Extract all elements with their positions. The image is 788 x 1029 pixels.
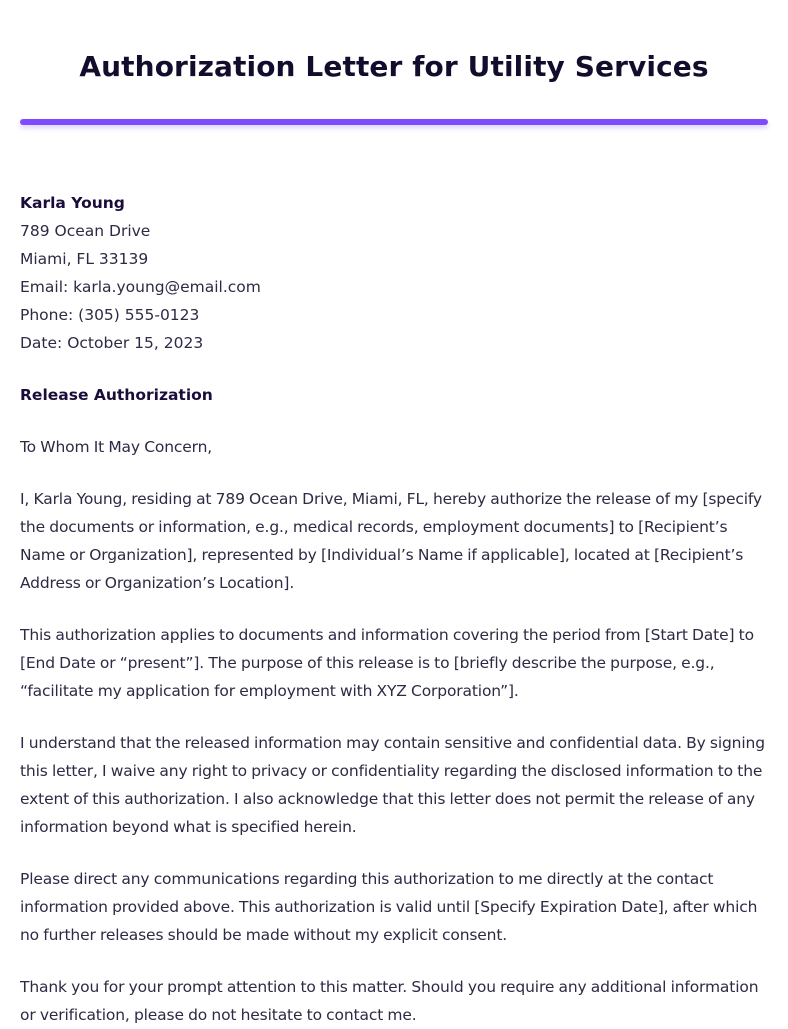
sender-phone: Phone: (305) 555-0123	[20, 306, 200, 324]
body-paragraph-contact: Please direct any communications regarding this authorization to me directly at the contact information provided above. This authorization is valid until [Specify Expiration Date], after which no further releases should be made without my explicit consent.	[20, 870, 758, 944]
body-paragraph-authorization: I, Karla Young, residing at 789 Ocean Drive, Miami, FL, hereby authorize the release of my [specify the documents or information, e.g., medical records, employment documents] to [Recipient’s Name or Organization], represented by [Individual’s Name if applicable], located at [Recipient’s Address or Organization’s Location].	[20, 490, 762, 592]
sender-block	[20, 189, 768, 357]
letter-subject: Release Authorization	[20, 386, 213, 404]
sender-city: Miami, FL 33139	[20, 250, 149, 268]
sender-email: Email: karla.young@email.com	[20, 278, 261, 296]
title-divider	[20, 119, 768, 125]
body-paragraph-closing: Thank you for your prompt attention to this matter. Should you require any additional information or verification, please do not hesitate to contact me.	[20, 978, 759, 1024]
sender-name: Karla Young	[20, 194, 125, 212]
body-paragraph-scope: This authorization applies to documents and information covering the period from [Start Date] to [End Date or “present”]. The purpose of this release is to [briefly describe the purpose, e.g., “facilitate my application for employment with XYZ Corporation”].	[20, 626, 754, 700]
letter-date: Date: October 15, 2023	[20, 334, 204, 352]
salutation: To Whom It May Concern,	[20, 438, 213, 456]
body-paragraph-confidentiality: I understand that the released information may contain sensitive and confidential data. By signing this letter, I waive any right to privacy or confidentiality regarding the disclosed information to the extent of this authorization. I also acknowledge that this letter does not permit the release of any information beyond what is specified herein.	[20, 734, 765, 836]
sender-address: 789 Ocean Drive	[20, 222, 151, 240]
page-title: Authorization Letter for Utility Services	[79, 50, 709, 83]
